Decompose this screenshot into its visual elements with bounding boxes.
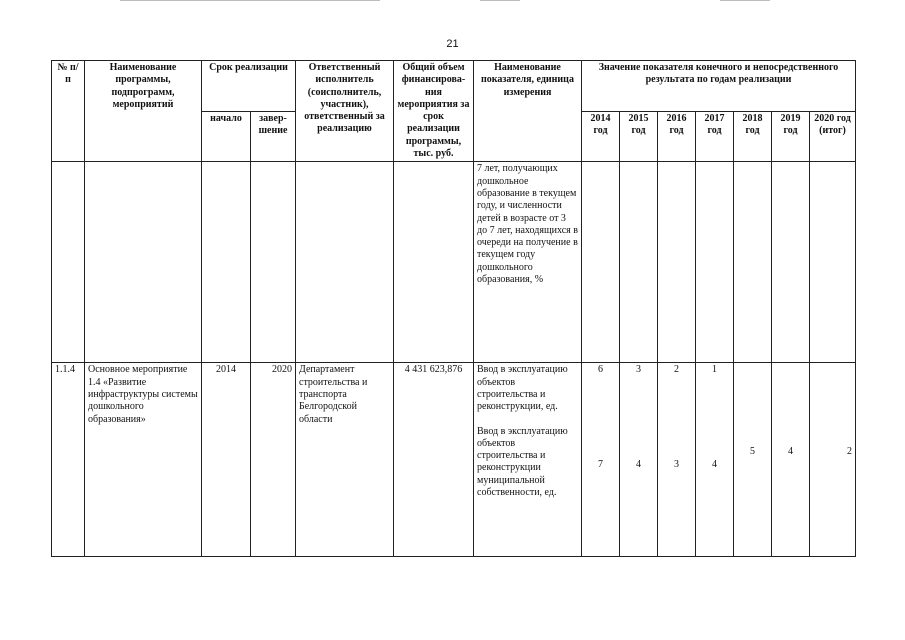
- header-funding: Общий объем финансирова-ния мероприятия за срок реализации программы, тыс. руб.: [394, 61, 474, 162]
- cell-indicator: 7 лет, получающих дошкольное образование в текущем году, и численности детей в возрасте от 3 до 7 лет, находящихся в очереди на получение в текущем году дошкольного образования, %: [474, 162, 582, 363]
- value-1: 3: [636, 364, 641, 376]
- cell-end: [251, 162, 296, 363]
- value-2: 4: [712, 458, 717, 470]
- header-indicator: Наименование показателя, единица измерения: [474, 61, 582, 162]
- indicator-2: Ввод в эксплуатацию объектов строительства и реконструкции муниципальной собственности, ед.: [477, 425, 568, 499]
- cell-value-2015: [620, 363, 658, 557]
- header-year-2015: 2015 год: [620, 111, 658, 162]
- value-1: 6: [598, 364, 603, 376]
- header-year-2018: 2018 год: [734, 111, 772, 162]
- cell-start: 2014: [202, 363, 251, 557]
- cell-value-2017: [696, 162, 734, 363]
- cell-num: [52, 162, 85, 363]
- value-1: 2: [674, 364, 679, 376]
- cell-end: 2020: [251, 363, 296, 557]
- value-1: 1: [712, 364, 717, 376]
- scan-top-rule-left: [120, 0, 380, 1]
- value-2: 5: [750, 446, 755, 458]
- header-year-2016: 2016 год: [658, 111, 696, 162]
- cell-num: 1.1.4: [52, 363, 85, 557]
- cell-start: [202, 162, 251, 363]
- cell-value-2018: [734, 363, 772, 557]
- header-values-title: Значение показателя конечного и непосредственного результата по годам реализации: [582, 61, 856, 112]
- cell-name: Основное мероприятие 1.4 «Развитие инфраструктуры системы дошкольного образования»: [85, 363, 202, 557]
- cell-value-2020: [810, 162, 856, 363]
- header-num: № п/п: [52, 61, 85, 162]
- indicator-1: Ввод в эксплуатацию объектов строительства и реконструкции, ед.: [477, 364, 568, 413]
- value-2: 4: [636, 458, 641, 470]
- cell-value-2014: [582, 363, 620, 557]
- cell-value-2019: [772, 162, 810, 363]
- cell-indicator: [474, 363, 582, 557]
- cell-value-2017: [696, 363, 734, 557]
- value-2: 3: [674, 458, 679, 470]
- cell-funding: [394, 162, 474, 363]
- cell-value-2014: [582, 162, 620, 363]
- cell-funding: 4 431 623,876: [394, 363, 474, 557]
- table-row-continuation: [52, 162, 856, 363]
- cell-name: [85, 162, 202, 363]
- header-year-2019: 2019 год: [772, 111, 810, 162]
- cell-value-2016: [658, 162, 696, 363]
- page-number: 21: [446, 38, 459, 50]
- header-responsible: Ответственный исполнитель (соисполнитель, участник), ответственный за реализацию: [296, 61, 394, 162]
- value-2: 2: [847, 446, 852, 458]
- cell-value-2020: [810, 363, 856, 557]
- table-row-1-1-4: [52, 363, 856, 557]
- scan-top-rule-right: [480, 0, 520, 1]
- cell-value-2019: [772, 363, 810, 557]
- header-start: начало: [202, 111, 251, 162]
- cell-responsible: [296, 162, 394, 363]
- header-period: Срок реализации: [202, 61, 296, 112]
- header-year-2014: 2014 год: [582, 111, 620, 162]
- scan-top-rule-far-right: [720, 0, 770, 1]
- value-2: 7: [598, 458, 603, 470]
- header-year-2020: 2020 год (итог): [810, 111, 856, 162]
- header-end: завер-шение: [251, 111, 296, 162]
- cell-value-2018: [734, 162, 772, 363]
- header-year-2017: 2017 год: [696, 111, 734, 162]
- header-name: Наименование программы, подпрограмм, мероприятий: [85, 61, 202, 162]
- value-2: 4: [788, 446, 793, 458]
- cell-responsible: Департамент строительства и транспорта Белгородской области: [296, 363, 394, 557]
- program-table: [51, 60, 856, 557]
- cell-value-2015: [620, 162, 658, 363]
- cell-value-2016: [658, 363, 696, 557]
